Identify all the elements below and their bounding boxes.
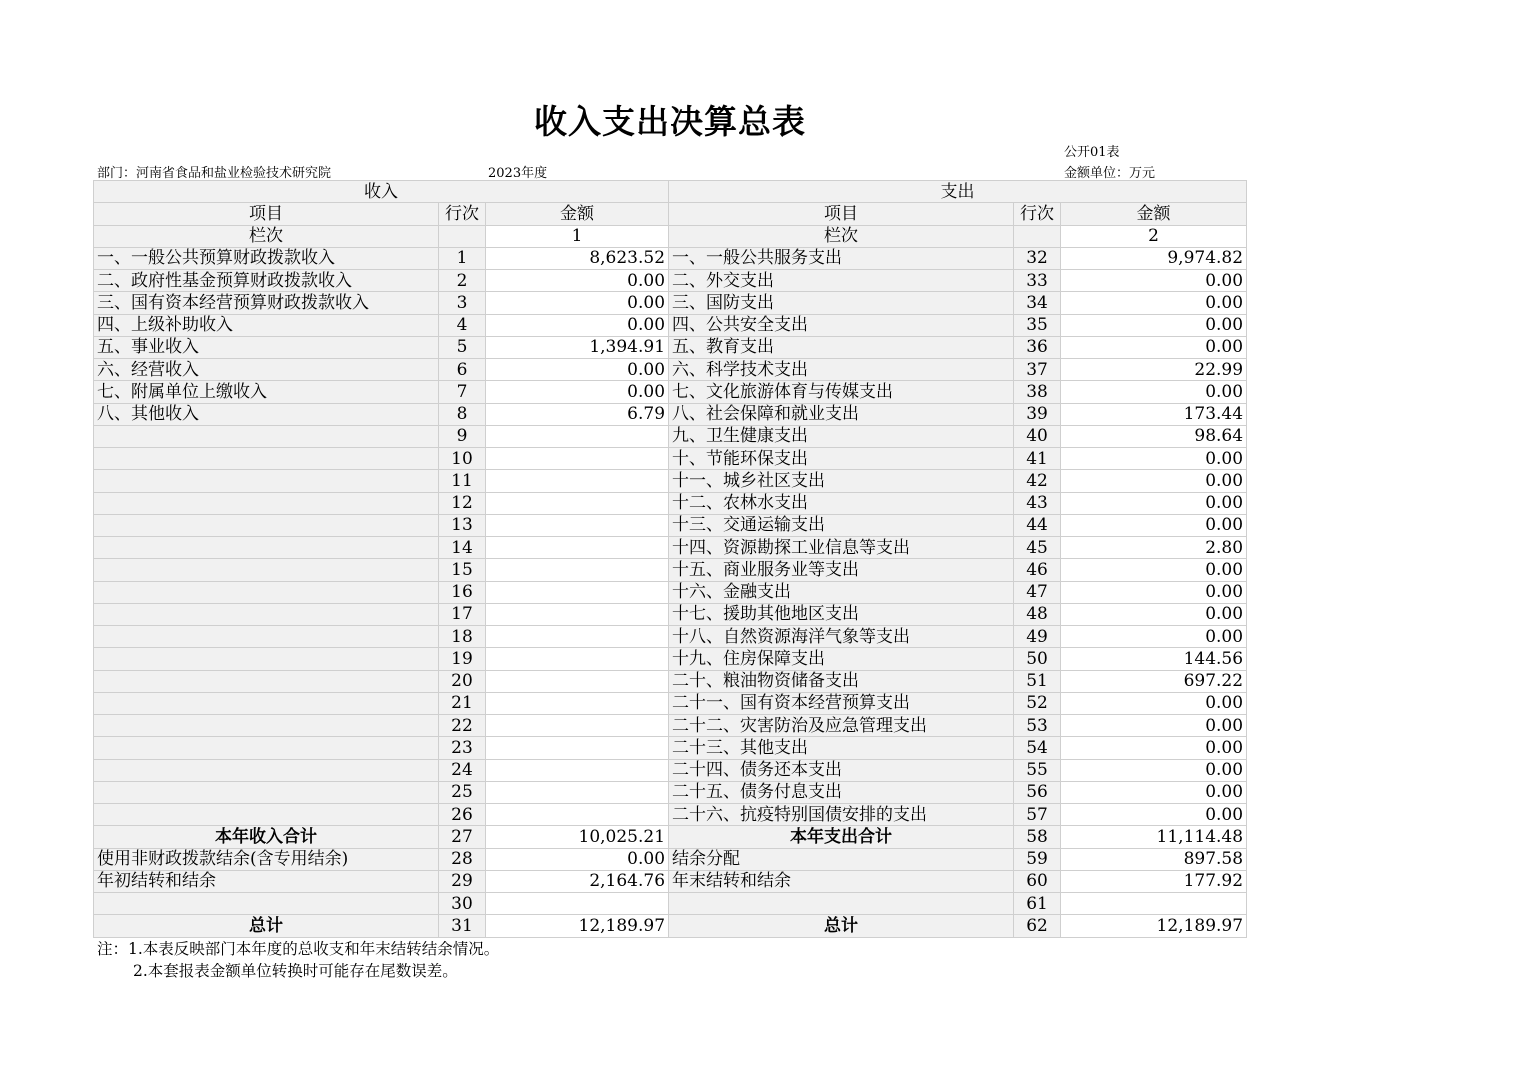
- income-item-cell: 五、事业收入: [94, 336, 439, 358]
- income-amount-cell: [486, 581, 669, 603]
- expense-amount-cell: 22.99: [1061, 359, 1247, 381]
- income-amount-cell: 1,394.91: [486, 336, 669, 358]
- expense-row-no-cell: 48: [1014, 603, 1061, 625]
- column-number-row: [94, 225, 1247, 247]
- income-amount-cell: 2,164.76: [486, 870, 669, 892]
- expense-item-cell: 二十一、国有资本经营预算支出: [669, 692, 1014, 714]
- income-column-no-label: 栏次: [94, 225, 439, 247]
- income-row-no-cell: 4: [439, 314, 486, 336]
- expense-amount-cell: 0.00: [1061, 581, 1247, 603]
- income-row-no-cell: 27: [439, 826, 486, 848]
- income-row-no-cell: 7: [439, 381, 486, 403]
- note-2: 2.本套报表金额单位转换时可能存在尾数误差。: [133, 962, 458, 980]
- income-item-cell: [94, 581, 439, 603]
- expense-item-cell: 二十、粮油物资储备支出: [669, 670, 1014, 692]
- expense-amount-cell: 0.00: [1061, 737, 1247, 759]
- income-item-cell: [94, 559, 439, 581]
- income-row-no-cell: 31: [439, 915, 486, 937]
- income-row-no-cell: 1: [439, 247, 486, 269]
- expense-amount-cell: 0.00: [1061, 448, 1247, 470]
- table-row: [94, 559, 1247, 581]
- expense-row-no-cell: 47: [1014, 581, 1061, 603]
- income-row-no-cell: 11: [439, 470, 486, 492]
- expense-amount-cell: 0.00: [1061, 715, 1247, 737]
- expense-item-cell: 本年支出合计: [669, 826, 1014, 848]
- table-row: [94, 470, 1247, 492]
- expense-item-cell: 年末结转和结余: [669, 870, 1014, 892]
- income-row-no-cell: 10: [439, 448, 486, 470]
- table-row: [94, 759, 1247, 781]
- expense-amount-cell: 697.22: [1061, 670, 1247, 692]
- income-amount-cell: [486, 514, 669, 536]
- expense-item-cell: 二、外交支出: [669, 270, 1014, 292]
- income-item-cell: [94, 715, 439, 737]
- income-row-no-cell: 21: [439, 692, 486, 714]
- table-row: [94, 292, 1247, 314]
- income-item-cell: 七、附属单位上缴收入: [94, 381, 439, 403]
- income-item-cell: [94, 648, 439, 670]
- income-row-no-cell: 13: [439, 514, 486, 536]
- income-amount-cell: [486, 626, 669, 648]
- expense-amount-cell: 0.00: [1061, 559, 1247, 581]
- expense-row-no-cell: 39: [1014, 403, 1061, 425]
- expense-amount-header: 金额: [1061, 203, 1247, 225]
- income-item-cell: [94, 492, 439, 514]
- table-row: [94, 670, 1247, 692]
- income-amount-cell: 0.00: [486, 848, 669, 870]
- income-item-cell: 使用非财政拨款结余(含专用结余): [94, 848, 439, 870]
- income-amount-cell: [486, 425, 669, 447]
- income-item-cell: 八、其他收入: [94, 403, 439, 425]
- income-row-no-cell: 15: [439, 559, 486, 581]
- table-row: [94, 336, 1247, 358]
- income-row-no-cell: 28: [439, 848, 486, 870]
- expense-column-no-blank: [1014, 225, 1061, 247]
- income-row-no-cell: 2: [439, 270, 486, 292]
- expense-item-cell: 结余分配: [669, 848, 1014, 870]
- expense-row-no-cell: 45: [1014, 537, 1061, 559]
- income-amount-cell: [486, 781, 669, 803]
- income-row-no-cell: 30: [439, 893, 486, 915]
- expense-amount-cell: 2.80: [1061, 537, 1247, 559]
- income-item-cell: [94, 759, 439, 781]
- expense-row-no-cell: 54: [1014, 737, 1061, 759]
- expense-row-no-cell: 38: [1014, 381, 1061, 403]
- income-amount-cell: 10,025.21: [486, 826, 669, 848]
- income-item-cell: 三、国有资本经营预算财政拨款收入: [94, 292, 439, 314]
- expense-amount-cell: 0.00: [1061, 781, 1247, 803]
- income-item-cell: [94, 514, 439, 536]
- expense-item-cell: 十一、城乡社区支出: [669, 470, 1014, 492]
- expense-amount-cell: 0.00: [1061, 759, 1247, 781]
- expense-item-cell: 十、节能环保支出: [669, 448, 1014, 470]
- income-row-no-cell: 26: [439, 804, 486, 826]
- income-row-no-cell: 12: [439, 492, 486, 514]
- expense-item-cell: 一、一般公共服务支出: [669, 247, 1014, 269]
- income-row-no-cell: 6: [439, 359, 486, 381]
- expense-row-no-cell: 34: [1014, 292, 1061, 314]
- income-item-cell: [94, 893, 439, 915]
- income-row-no-cell: 25: [439, 781, 486, 803]
- expense-item-cell: 十四、资源勘探工业信息等支出: [669, 537, 1014, 559]
- income-amount-cell: 0.00: [486, 381, 669, 403]
- expense-amount-cell: 0.00: [1061, 314, 1247, 336]
- income-row-no-cell: 22: [439, 715, 486, 737]
- table-row: [94, 537, 1247, 559]
- income-row-no-cell: 24: [439, 759, 486, 781]
- table-row: [94, 448, 1247, 470]
- expense-row-no-cell: 58: [1014, 826, 1061, 848]
- income-row-no-header: 行次: [439, 203, 486, 225]
- expense-amount-cell: [1061, 893, 1247, 915]
- income-item-cell: 六、经营收入: [94, 359, 439, 381]
- expense-item-cell: 十三、交通运输支出: [669, 514, 1014, 536]
- table-row: [94, 381, 1247, 403]
- expense-item-cell: 十五、商业服务业等支出: [669, 559, 1014, 581]
- expense-row-no-cell: 44: [1014, 514, 1061, 536]
- income-amount-cell: 0.00: [486, 292, 669, 314]
- table-row: [94, 848, 1247, 870]
- expense-row-no-cell: 35: [1014, 314, 1061, 336]
- expense-amount-cell: 9,974.82: [1061, 247, 1247, 269]
- income-item-cell: 四、上级补助收入: [94, 314, 439, 336]
- expense-row-no-cell: 56: [1014, 781, 1061, 803]
- expense-row-no-cell: 32: [1014, 247, 1061, 269]
- expense-row-no-cell: 33: [1014, 270, 1061, 292]
- table-row: [94, 870, 1247, 892]
- income-amount-cell: [486, 715, 669, 737]
- expense-amount-cell: 0.00: [1061, 626, 1247, 648]
- income-item-cell: [94, 626, 439, 648]
- expense-row-no-cell: 46: [1014, 559, 1061, 581]
- income-item-cell: [94, 470, 439, 492]
- income-amount-cell: [486, 448, 669, 470]
- table-row: [94, 692, 1247, 714]
- column-header-row: [94, 203, 1247, 225]
- income-row-no-cell: 23: [439, 737, 486, 759]
- expense-row-no-cell: 40: [1014, 425, 1061, 447]
- expense-amount-cell: 98.64: [1061, 425, 1247, 447]
- expense-row-no-cell: 52: [1014, 692, 1061, 714]
- income-amount-cell: [486, 670, 669, 692]
- expense-row-no-cell: 50: [1014, 648, 1061, 670]
- income-item-header: 项目: [94, 203, 439, 225]
- expense-column-number: 2: [1061, 225, 1247, 247]
- expense-item-cell: 六、科学技术支出: [669, 359, 1014, 381]
- table-row: [94, 804, 1247, 826]
- expense-amount-cell: 173.44: [1061, 403, 1247, 425]
- income-item-cell: 本年收入合计: [94, 826, 439, 848]
- table-body: [94, 247, 1247, 937]
- expense-item-cell: 三、国防支出: [669, 292, 1014, 314]
- table-row: [94, 826, 1247, 848]
- table-row: [94, 781, 1247, 803]
- amount-unit-label: 金额单位：万元: [1064, 166, 1156, 181]
- expense-amount-cell: 144.56: [1061, 648, 1247, 670]
- expense-row-no-cell: 49: [1014, 626, 1061, 648]
- income-row-no-cell: 19: [439, 648, 486, 670]
- income-amount-cell: [486, 737, 669, 759]
- section-header-row: [94, 181, 1247, 203]
- income-row-no-cell: 29: [439, 870, 486, 892]
- form-code: 公开01表: [1064, 145, 1120, 160]
- income-expense-table: [93, 180, 1247, 938]
- expense-row-no-cell: 57: [1014, 804, 1061, 826]
- income-item-cell: 一、一般公共预算财政拨款收入: [94, 247, 439, 269]
- expense-row-no-cell: 51: [1014, 670, 1061, 692]
- income-item-cell: [94, 603, 439, 625]
- expense-row-no-cell: 37: [1014, 359, 1061, 381]
- income-column-no-blank: [439, 225, 486, 247]
- report-title: 收入支出决算总表: [534, 102, 806, 141]
- income-amount-cell: [486, 470, 669, 492]
- income-amount-cell: 0.00: [486, 359, 669, 381]
- income-item-cell: 年初结转和结余: [94, 870, 439, 892]
- expense-row-no-cell: 43: [1014, 492, 1061, 514]
- expense-item-cell: [669, 893, 1014, 915]
- income-amount-cell: 6.79: [486, 403, 669, 425]
- expense-item-cell: 五、教育支出: [669, 336, 1014, 358]
- expense-amount-cell: 897.58: [1061, 848, 1247, 870]
- expense-amount-cell: 0.00: [1061, 381, 1247, 403]
- expense-item-cell: 二十六、抗疫特别国债安排的支出: [669, 804, 1014, 826]
- expense-amount-cell: 0.00: [1061, 492, 1247, 514]
- income-amount-cell: [486, 559, 669, 581]
- expense-item-cell: 七、文化旅游体育与传媒支出: [669, 381, 1014, 403]
- expense-item-cell: 十八、自然资源海洋气象等支出: [669, 626, 1014, 648]
- expense-item-cell: 十二、农林水支出: [669, 492, 1014, 514]
- expense-section-header: 支出: [669, 181, 1247, 203]
- table-row: [94, 737, 1247, 759]
- income-amount-cell: 8,623.52: [486, 247, 669, 269]
- income-item-cell: 二、政府性基金预算财政拨款收入: [94, 270, 439, 292]
- income-amount-cell: [486, 804, 669, 826]
- income-amount-cell: 0.00: [486, 270, 669, 292]
- expense-amount-cell: 0.00: [1061, 470, 1247, 492]
- income-row-no-cell: 8: [439, 403, 486, 425]
- income-item-cell: [94, 425, 439, 447]
- expense-item-cell: 二十四、债务还本支出: [669, 759, 1014, 781]
- income-section-header: 收入: [94, 181, 669, 203]
- income-amount-cell: [486, 759, 669, 781]
- expense-item-cell: 二十五、债务付息支出: [669, 781, 1014, 803]
- notes: [97, 938, 499, 982]
- table-row: [94, 581, 1247, 603]
- expense-item-cell: 十七、援助其他地区支出: [669, 603, 1014, 625]
- table-row: [94, 893, 1247, 915]
- expense-amount-cell: 0.00: [1061, 514, 1247, 536]
- income-column-number: 1: [486, 225, 669, 247]
- expense-item-cell: 总计: [669, 915, 1014, 937]
- income-item-cell: [94, 737, 439, 759]
- income-amount-cell: [486, 492, 669, 514]
- table-row: [94, 359, 1247, 381]
- expense-item-header: 项目: [669, 203, 1014, 225]
- income-amount-cell: 12,189.97: [486, 915, 669, 937]
- expense-row-no-cell: 55: [1014, 759, 1061, 781]
- expense-amount-cell: 0.00: [1061, 692, 1247, 714]
- income-amount-cell: [486, 692, 669, 714]
- table-row: [94, 492, 1247, 514]
- income-item-cell: [94, 692, 439, 714]
- income-row-no-cell: 14: [439, 537, 486, 559]
- table-row: [94, 247, 1247, 269]
- table-row: [94, 403, 1247, 425]
- expense-amount-cell: 0.00: [1061, 336, 1247, 358]
- expense-row-no-cell: 59: [1014, 848, 1061, 870]
- expense-row-no-cell: 60: [1014, 870, 1061, 892]
- expense-item-cell: 九、卫生健康支出: [669, 425, 1014, 447]
- table-row: [94, 514, 1247, 536]
- expense-amount-cell: 177.92: [1061, 870, 1247, 892]
- income-amount-cell: [486, 603, 669, 625]
- table-row: [94, 915, 1247, 937]
- table-row: [94, 715, 1247, 737]
- income-amount-cell: 0.00: [486, 314, 669, 336]
- expense-item-cell: 八、社会保障和就业支出: [669, 403, 1014, 425]
- department-label: 部门：河南省食品和盐业检验技术研究院: [97, 166, 332, 181]
- note-1: 注：1.本表反映部门本年度的总收支和年末结转结余情况。: [97, 940, 500, 958]
- income-item-cell: [94, 670, 439, 692]
- table-row: [94, 270, 1247, 292]
- expense-amount-cell: 0.00: [1061, 603, 1247, 625]
- income-item-cell: [94, 781, 439, 803]
- expense-amount-cell: 0.00: [1061, 804, 1247, 826]
- expense-amount-cell: 0.00: [1061, 292, 1247, 314]
- expense-row-no-cell: 41: [1014, 448, 1061, 470]
- table-row: [94, 648, 1247, 670]
- income-item-cell: [94, 448, 439, 470]
- table-row: [94, 603, 1247, 625]
- table-row: [94, 314, 1247, 336]
- expense-row-no-cell: 36: [1014, 336, 1061, 358]
- income-row-no-cell: 3: [439, 292, 486, 314]
- income-row-no-cell: 17: [439, 603, 486, 625]
- table-row: [94, 626, 1247, 648]
- expense-amount-cell: 11,114.48: [1061, 826, 1247, 848]
- income-item-cell: [94, 804, 439, 826]
- income-row-no-cell: 16: [439, 581, 486, 603]
- income-row-no-cell: 20: [439, 670, 486, 692]
- income-amount-cell: [486, 893, 669, 915]
- expense-amount-cell: 0.00: [1061, 270, 1247, 292]
- expense-item-cell: 二十二、灾害防治及应急管理支出: [669, 715, 1014, 737]
- income-row-no-cell: 5: [439, 336, 486, 358]
- income-amount-header: 金额: [486, 203, 669, 225]
- income-amount-cell: [486, 648, 669, 670]
- fiscal-year-label: 2023年度: [488, 166, 548, 181]
- table-row: [94, 425, 1247, 447]
- expense-item-cell: 四、公共安全支出: [669, 314, 1014, 336]
- income-row-no-cell: 9: [439, 425, 486, 447]
- expense-row-no-cell: 61: [1014, 893, 1061, 915]
- expense-amount-cell: 12,189.97: [1061, 915, 1247, 937]
- expense-row-no-cell: 62: [1014, 915, 1061, 937]
- expense-item-cell: 十六、金融支出: [669, 581, 1014, 603]
- expense-item-cell: 十九、住房保障支出: [669, 648, 1014, 670]
- expense-row-no-header: 行次: [1014, 203, 1061, 225]
- expense-item-cell: 二十三、其他支出: [669, 737, 1014, 759]
- income-item-cell: 总计: [94, 915, 439, 937]
- expense-column-no-label: 栏次: [669, 225, 1014, 247]
- income-row-no-cell: 18: [439, 626, 486, 648]
- income-amount-cell: [486, 537, 669, 559]
- income-item-cell: [94, 537, 439, 559]
- expense-row-no-cell: 42: [1014, 470, 1061, 492]
- expense-row-no-cell: 53: [1014, 715, 1061, 737]
